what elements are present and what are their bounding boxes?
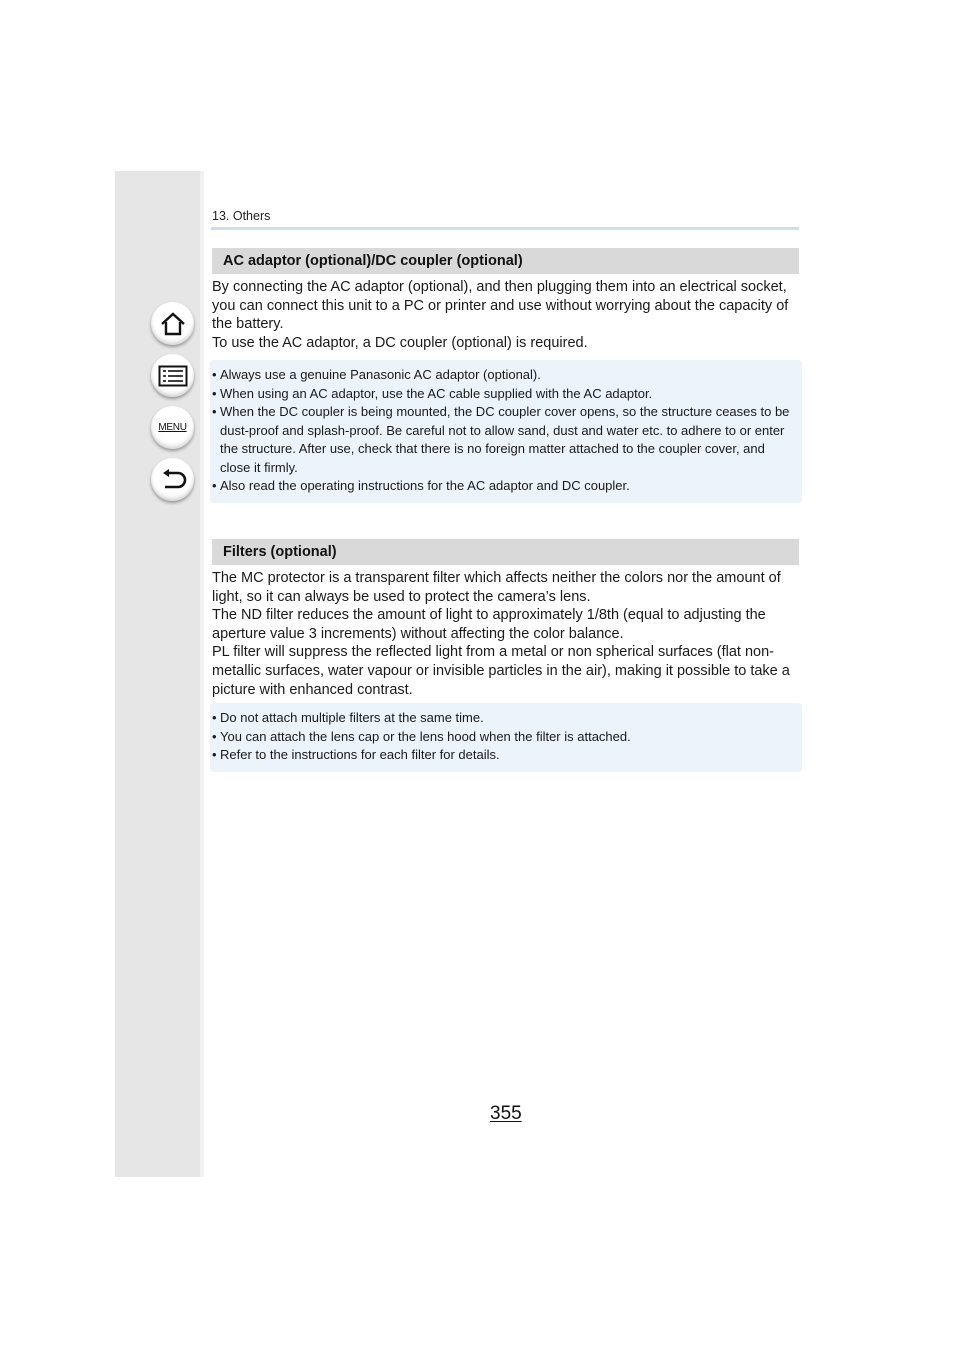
section-title-ac-adaptor: AC adaptor (optional)/DC coupler (optional) (212, 248, 799, 274)
section-body-filters (212, 569, 802, 699)
note-item: • Also read the operating instructions for the AC adaptor and DC coupler. (212, 477, 798, 496)
sidebar-edge (200, 171, 204, 1177)
note-box-filters (210, 703, 802, 772)
note-item: • Refer to the instructions for each filter for details. (212, 746, 798, 765)
return-arrow-icon (159, 468, 187, 492)
note-item: • Always use a genuine Panasonic AC adaptor (optional). (212, 366, 798, 385)
paragraph: By connecting the AC adaptor (optional), and then plugging them into an electrical socket, you can connect this unit to a PC or printer and use without worrying about the capacity of the battery. (212, 279, 789, 333)
menu-button[interactable] (151, 406, 194, 449)
paragraph: PL filter will suppress the reflected light from a metal or non spherical surfaces (flat non-metallic surfaces, water vapour or invisible particles in the air), making it possible to take a picture with enhanced contrast. (212, 644, 790, 698)
paragraph: The ND filter reduces the amount of light to approximately 1/8th (equal to adjusting the aperture value 3 increments) without affecting the color balance. (212, 607, 766, 642)
paragraph: To use the AC adaptor, a DC coupler (optional) is required. (212, 334, 588, 351)
back-button[interactable] (151, 458, 194, 501)
paragraph: The MC protector is a transparent filter which affects neither the colors nor the amount of light, so it can always be used to protect the camera’s lens. (212, 570, 781, 605)
page-number: 355 (490, 1103, 522, 1124)
note-item: • Do not attach multiple filters at the same time. (212, 709, 798, 728)
home-button[interactable] (151, 302, 194, 345)
header-rule (211, 227, 799, 230)
breadcrumb: 13. Others (212, 209, 271, 223)
note-item: • When using an AC adaptor, use the AC cable supplied with the AC adaptor. (212, 385, 798, 404)
home-icon (159, 311, 187, 337)
menu-label: MENU (158, 422, 187, 433)
contents-button[interactable] (151, 354, 194, 397)
section-title-filters: Filters (optional) (212, 539, 799, 565)
section-body-ac-adaptor (212, 278, 802, 352)
note-item: • You can attach the lens cap or the lens hood when the filter is attached. (212, 728, 798, 747)
note-box-ac-adaptor (210, 360, 802, 503)
note-item: • When the DC coupler is being mounted, the DC coupler cover opens, so the structure ceases to be dust-proof and splash-proof. Be careful not to allow sand, dust and water etc. to adhere to or enter the structure. After use, check that there is no foreign matter attached to the coupler cover, and close it firmly. (212, 403, 798, 477)
list-icon (158, 365, 188, 387)
